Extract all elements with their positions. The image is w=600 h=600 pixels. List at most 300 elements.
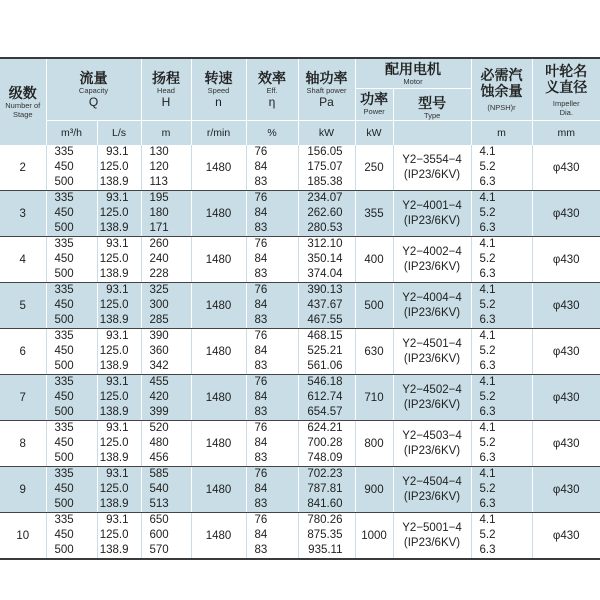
- impeller-dia-cell: φ430: [532, 283, 600, 329]
- head-cell: [141, 191, 191, 237]
- shaft-cell: [298, 513, 355, 560]
- eff-value: 84: [254, 161, 268, 173]
- shaft-value: 525.21: [307, 345, 343, 357]
- eff-value: 76: [254, 238, 268, 250]
- type-model: Y2−4504−4: [402, 475, 462, 488]
- q_m3h-cell: [46, 375, 97, 421]
- type-protection: (IP23/6KV): [403, 306, 461, 319]
- head-cell: [141, 237, 191, 283]
- eff-value: 84: [254, 483, 268, 495]
- eff-cell: [246, 513, 298, 560]
- q_m3h-value: 450: [54, 299, 74, 311]
- type-cell: [393, 375, 471, 421]
- power-cell: 710: [355, 375, 393, 421]
- stage-cell: 9: [0, 467, 46, 513]
- shaft-value: 467.55: [307, 314, 343, 326]
- speed-header-zh: 转速: [204, 70, 233, 86]
- npsh-cell: [471, 467, 532, 513]
- npsh-cell: [471, 191, 532, 237]
- q_ls-value: 138.9: [99, 176, 129, 188]
- eff-value: 84: [254, 345, 268, 357]
- npsh-cell: [471, 145, 532, 191]
- shaft-value: 654.57: [307, 406, 343, 418]
- shaft-cell: [298, 191, 355, 237]
- type-header-zh: 型号: [418, 95, 447, 111]
- npsh-value: 5.2: [479, 161, 496, 173]
- head-value: 390: [149, 330, 169, 342]
- shaft-value: 374.04: [307, 268, 343, 280]
- head-value: 455: [149, 376, 169, 388]
- shaft-value: 280.53: [307, 222, 343, 234]
- impeller-dia-cell: φ430: [532, 421, 600, 467]
- motor-header-zh: 配用电机: [385, 61, 441, 77]
- head-cell: [141, 513, 191, 560]
- shaft-value: 185.38: [307, 176, 343, 188]
- head-value: 285: [149, 314, 169, 326]
- head-value: 399: [149, 406, 169, 418]
- table-row: [0, 283, 600, 329]
- shaft-power-header-zh: 轴功率: [305, 70, 348, 86]
- npsh-value: 4.1: [479, 468, 496, 480]
- q_ls-cell: [97, 513, 141, 560]
- npsh-value: 5.2: [479, 345, 496, 357]
- q_ls-value: 93.1: [106, 192, 129, 204]
- shaft-value: 624.21: [307, 422, 343, 434]
- head-header-zh: 扬程: [152, 70, 180, 86]
- q_ls-value: 125.0: [99, 483, 129, 495]
- eff-cell: [246, 375, 298, 421]
- eff-cell: [246, 283, 298, 329]
- speed-cell: 1480: [191, 375, 246, 421]
- shaft-value: 546.18: [307, 376, 343, 388]
- table-row: [0, 237, 600, 283]
- q_ls-value: 138.9: [99, 406, 129, 418]
- head-value: 228: [149, 268, 169, 280]
- speed-cell: 1480: [191, 467, 246, 513]
- type-unit: [393, 121, 471, 146]
- npsh-value: 4.1: [479, 376, 496, 388]
- q_ls-value: 138.9: [99, 498, 129, 510]
- type-model: Y2−4501−4: [402, 337, 462, 350]
- head-value: 480: [149, 437, 169, 449]
- type-header-en: Type: [424, 111, 441, 120]
- head-value: 325: [149, 284, 169, 296]
- stage-cell: 4: [0, 237, 46, 283]
- shaft-power-symbol: Pa: [319, 95, 334, 109]
- npsh-cell: [471, 421, 532, 467]
- table-row: [0, 191, 600, 237]
- type-cell: [393, 145, 471, 191]
- head-cell: [141, 467, 191, 513]
- type-cell: [393, 467, 471, 513]
- impeller-header: [532, 58, 600, 121]
- eff-value: 76: [254, 468, 268, 480]
- head-value: 520: [149, 422, 169, 434]
- impeller-header-zh: 叶轮名义直径: [545, 62, 588, 95]
- head-header: [141, 58, 191, 121]
- stage-cell: 8: [0, 421, 46, 467]
- npsh-value: 6.3: [479, 360, 496, 372]
- impeller-dia-cell: φ430: [532, 467, 600, 513]
- q_m3h-value: 500: [54, 498, 74, 510]
- impeller-dia-cell: φ430: [532, 375, 600, 421]
- eff-value: 83: [254, 406, 268, 418]
- speed-cell: 1480: [191, 513, 246, 560]
- q_ls-value: 138.9: [99, 314, 129, 326]
- eff-value: 83: [254, 222, 268, 234]
- shaft-value: 935.11: [308, 544, 343, 556]
- npsh-value: 6.3: [479, 268, 496, 280]
- q_m3h-cell: [46, 283, 97, 329]
- speed-cell: 1480: [191, 237, 246, 283]
- eff-cell: [246, 191, 298, 237]
- npsh-value: 4.1: [479, 330, 496, 342]
- npsh-unit: m: [471, 121, 532, 146]
- q_m3h-value: 450: [54, 529, 74, 541]
- speed-cell: 1480: [191, 329, 246, 375]
- q_ls-value: 125.0: [99, 161, 129, 173]
- power-unit: kW: [355, 121, 393, 146]
- npsh-value: 4.1: [479, 238, 496, 250]
- type-model: Y2−4002−4: [402, 245, 462, 258]
- q_m3h-value: 500: [54, 544, 74, 556]
- power-header-en: Power: [363, 107, 385, 116]
- efficiency-unit: %: [246, 121, 298, 146]
- impeller-dia-cell: φ430: [532, 329, 600, 375]
- q_m3h-value: 335: [54, 238, 74, 250]
- type-protection: (IP23/6KV): [403, 352, 461, 365]
- npsh-value: 4.1: [479, 422, 496, 434]
- shaft-cell: [298, 237, 355, 283]
- q_ls-value: 125.0: [99, 437, 129, 449]
- q_ls-value: 138.9: [99, 544, 129, 556]
- shaft-value: 156.05: [307, 146, 343, 158]
- eff-value: 76: [254, 330, 268, 342]
- power-cell: 800: [355, 421, 393, 467]
- npsh-value: 5.2: [479, 437, 496, 449]
- q_m3h-value: 450: [54, 391, 74, 403]
- head-header-en: Head: [157, 86, 175, 95]
- shaft-value: 702.23: [307, 468, 343, 480]
- head-value: 360: [149, 345, 169, 357]
- shaft-value: 437.67: [307, 299, 343, 311]
- q_ls-value: 125.0: [99, 207, 129, 219]
- head-symbol: H: [161, 95, 171, 109]
- head-value: 113: [149, 176, 168, 188]
- q_m3h-value: 450: [54, 483, 74, 495]
- shaft-value: 262.60: [307, 207, 343, 219]
- type-model: Y2−4001−4: [402, 199, 462, 212]
- npsh-cell: [471, 513, 532, 560]
- stage-header: [0, 58, 46, 145]
- shaft-value: 841.60: [307, 498, 343, 510]
- q_m3h-value: 500: [54, 406, 74, 418]
- head-value: 130: [149, 146, 169, 158]
- head-value: 342: [149, 360, 169, 372]
- eff-value: 83: [254, 498, 268, 510]
- stage-cell: 3: [0, 191, 46, 237]
- shaft-value: 700.28: [307, 437, 343, 449]
- head-value: 570: [149, 544, 169, 556]
- shaft-value: 612.74: [307, 391, 343, 403]
- type-protection: (IP23/6KV): [403, 214, 461, 227]
- shaft-cell: [298, 467, 355, 513]
- eff-value: 84: [254, 529, 268, 541]
- type-model: Y2−3554−4: [402, 153, 462, 166]
- eff-value: 83: [254, 452, 268, 464]
- npsh-value: 6.3: [479, 222, 496, 234]
- stage-cell: 2: [0, 145, 46, 191]
- eff-value: 84: [254, 207, 268, 219]
- type-header: [393, 89, 471, 120]
- q_m3h-cell: [46, 191, 97, 237]
- eff-value: 83: [254, 176, 268, 188]
- q_ls-value: 125.0: [99, 391, 129, 403]
- type-protection: (IP23/6KV): [403, 168, 461, 181]
- capacity-symbol: Q: [88, 95, 99, 109]
- q_ls-cell: [97, 191, 141, 237]
- shaft-value: 234.07: [307, 192, 343, 204]
- head-cell: [141, 283, 191, 329]
- shaft-value: 780.26: [307, 514, 343, 526]
- shaft-power-header: [298, 58, 355, 121]
- efficiency-header-en: Eff.: [266, 86, 278, 95]
- q_ls-value: 93.1: [106, 330, 129, 342]
- power-cell: 1000: [355, 513, 393, 560]
- npsh-header-en: (NPSH)r: [487, 103, 516, 112]
- type-cell: [393, 191, 471, 237]
- shaft-value: 787.81: [307, 483, 343, 495]
- impeller-dia-cell: φ430: [532, 513, 600, 560]
- npsh-value: 4.1: [479, 514, 496, 526]
- power-cell: 900: [355, 467, 393, 513]
- q_m3h-value: 450: [54, 161, 74, 173]
- stage-cell: 6: [0, 329, 46, 375]
- eff-value: 76: [254, 284, 268, 296]
- q_m3h-value: 335: [54, 422, 74, 434]
- table-row: [0, 467, 600, 513]
- head-cell: [141, 145, 191, 191]
- impeller-dia-cell: φ430: [532, 191, 600, 237]
- q_m3h-cell: [46, 467, 97, 513]
- eff-cell: [246, 329, 298, 375]
- type-model: Y2−4503−4: [402, 429, 462, 442]
- q_ls-value: 125.0: [99, 253, 129, 265]
- power-cell: 500: [355, 283, 393, 329]
- q_m3h-value: 500: [54, 452, 74, 464]
- shaft-cell: [298, 145, 355, 191]
- head-value: 195: [149, 192, 169, 204]
- q_ls-value: 138.9: [99, 222, 129, 234]
- speed-symbol: n: [215, 95, 222, 109]
- shaft-cell: [298, 421, 355, 467]
- npsh-cell: [471, 375, 532, 421]
- pump-performance-table: [0, 57, 600, 560]
- speed-cell: 1480: [191, 191, 246, 237]
- head-value: 171: [149, 222, 169, 234]
- q_m3h-cell: [46, 421, 97, 467]
- q_m3h-value: 500: [54, 222, 74, 234]
- capacity-header: [46, 58, 141, 121]
- table-body: [0, 145, 600, 559]
- npsh-value: 4.1: [479, 146, 496, 158]
- table-row: [0, 421, 600, 467]
- q_ls-value: 93.1: [106, 376, 129, 388]
- table-row: [0, 375, 600, 421]
- npsh-header-zh: 必需汽蚀余量: [480, 67, 523, 99]
- head-value: 650: [149, 514, 169, 526]
- head-value: 600: [149, 529, 169, 541]
- type-cell: [393, 421, 471, 467]
- q_m3h-value: 335: [54, 284, 74, 296]
- q_ls-value: 138.9: [99, 360, 129, 372]
- q_m3h-value: 335: [54, 192, 74, 204]
- eff-value: 76: [254, 376, 268, 388]
- eff-value: 84: [254, 391, 268, 403]
- npsh-cell: [471, 329, 532, 375]
- q_ls-value: 93.1: [106, 146, 129, 158]
- eff-value: 76: [254, 514, 268, 526]
- q_m3h-value: 335: [54, 330, 74, 342]
- q_ls-value: 138.9: [99, 268, 129, 280]
- q_m3h-cell: [46, 329, 97, 375]
- speed-cell: 1480: [191, 145, 246, 191]
- eff-cell: [246, 467, 298, 513]
- shaft-value: 875.35: [307, 529, 343, 541]
- type-model: Y2−4502−4: [402, 383, 462, 396]
- npsh-value: 5.2: [479, 391, 496, 403]
- npsh-value: 5.2: [479, 299, 496, 311]
- q_ls-cell: [97, 467, 141, 513]
- q_m3h-value: 500: [54, 360, 74, 372]
- stage-cell: 7: [0, 375, 46, 421]
- q_m3h-cell: [46, 145, 97, 191]
- shaft-cell: [298, 283, 355, 329]
- npsh-value: 5.2: [479, 529, 496, 541]
- shaft-value: 390.13: [307, 284, 343, 296]
- type-model: Y2−4004−4: [402, 291, 462, 304]
- motor-header-en: Motor: [403, 77, 423, 86]
- head-value: 120: [149, 161, 169, 173]
- type-protection: (IP23/6KV): [403, 398, 461, 411]
- q_m3h-value: 335: [54, 468, 74, 480]
- motor-header: [355, 58, 471, 121]
- impeller-header-en: Impeller Dia.: [552, 98, 580, 117]
- head-cell: [141, 421, 191, 467]
- power-cell: 355: [355, 191, 393, 237]
- shaft-power-unit: kW: [298, 121, 355, 146]
- eff-value: 76: [254, 192, 268, 204]
- shaft-value: 350.14: [307, 253, 343, 265]
- q_ls-value: 93.1: [106, 468, 129, 480]
- capacity-header-en: Capacity: [78, 86, 109, 95]
- head-value: 513: [149, 498, 169, 510]
- head-cell: [141, 329, 191, 375]
- shaft-power-header-en: Shaft power: [306, 86, 347, 95]
- q_m3h-value: 450: [54, 253, 74, 265]
- head-value: 300: [149, 299, 169, 311]
- q_ls-value: 125.0: [99, 299, 129, 311]
- eff-cell: [246, 145, 298, 191]
- power-header: [356, 89, 393, 120]
- capacity-unit-m3h: m³/h: [46, 121, 97, 146]
- shaft-cell: [298, 329, 355, 375]
- q_ls-cell: [97, 237, 141, 283]
- q_m3h-value: 335: [54, 376, 74, 388]
- impeller-unit: mm: [532, 121, 600, 146]
- stage-header-zh: 级数: [8, 85, 37, 101]
- q_ls-cell: [97, 283, 141, 329]
- eff-value: 83: [254, 544, 268, 556]
- head-value: 180: [149, 207, 169, 219]
- npsh-value: 5.2: [479, 253, 496, 265]
- q_ls-value: 125.0: [99, 529, 129, 541]
- shaft-value: 561.06: [307, 360, 343, 372]
- power-header-zh: 功率: [360, 91, 389, 107]
- type-protection: (IP23/6KV): [403, 490, 461, 503]
- npsh-value: 5.2: [479, 207, 496, 219]
- stage-cell: 5: [0, 283, 46, 329]
- eff-value: 76: [254, 146, 268, 158]
- eff-cell: [246, 237, 298, 283]
- q_m3h-value: 500: [54, 176, 74, 188]
- head-value: 540: [149, 483, 169, 495]
- shaft-value: 468.15: [307, 330, 343, 342]
- npsh-value: 6.3: [479, 314, 496, 326]
- q_ls-value: 125.0: [99, 345, 129, 357]
- npsh-value: 4.1: [479, 192, 496, 204]
- npsh-cell: [471, 237, 532, 283]
- power-cell: 400: [355, 237, 393, 283]
- q_ls-value: 93.1: [106, 514, 129, 526]
- npsh-value: 4.1: [479, 284, 496, 296]
- eff-cell: [246, 421, 298, 467]
- head-value: 240: [149, 253, 169, 265]
- efficiency-header: [246, 58, 298, 121]
- type-protection: (IP23/6KV): [403, 260, 461, 273]
- q_ls-value: 138.9: [99, 452, 129, 464]
- q_ls-cell: [97, 421, 141, 467]
- shaft-value: 312.10: [307, 238, 343, 250]
- pump-performance-table-wrapper: [0, 57, 600, 560]
- speed-cell: 1480: [191, 283, 246, 329]
- eff-value: 84: [254, 437, 268, 449]
- impeller-dia-cell: φ430: [532, 237, 600, 283]
- q_ls-value: 93.1: [106, 238, 129, 250]
- npsh-value: 6.3: [479, 406, 496, 418]
- power-cell: 630: [355, 329, 393, 375]
- type-cell: [393, 237, 471, 283]
- npsh-value: 6.3: [479, 176, 496, 188]
- q_ls-cell: [97, 329, 141, 375]
- type-cell: [393, 283, 471, 329]
- q_m3h-value: 450: [54, 345, 74, 357]
- npsh-value: 6.3: [479, 452, 496, 464]
- capacity-unit-ls: L/s: [97, 121, 141, 146]
- eff-value: 83: [254, 314, 268, 326]
- stage-header-en: Number of Stage: [5, 101, 41, 119]
- type-model: Y2−5001−4: [402, 521, 462, 534]
- q_m3h-value: 450: [54, 437, 74, 449]
- q_ls-cell: [97, 145, 141, 191]
- q_m3h-value: 450: [54, 207, 74, 219]
- eff-value: 84: [254, 253, 268, 265]
- npsh-value: 6.3: [479, 544, 496, 556]
- npsh-header: [471, 58, 532, 121]
- q_m3h-cell: [46, 513, 97, 560]
- eff-value: 76: [254, 422, 268, 434]
- eff-value: 83: [254, 360, 268, 372]
